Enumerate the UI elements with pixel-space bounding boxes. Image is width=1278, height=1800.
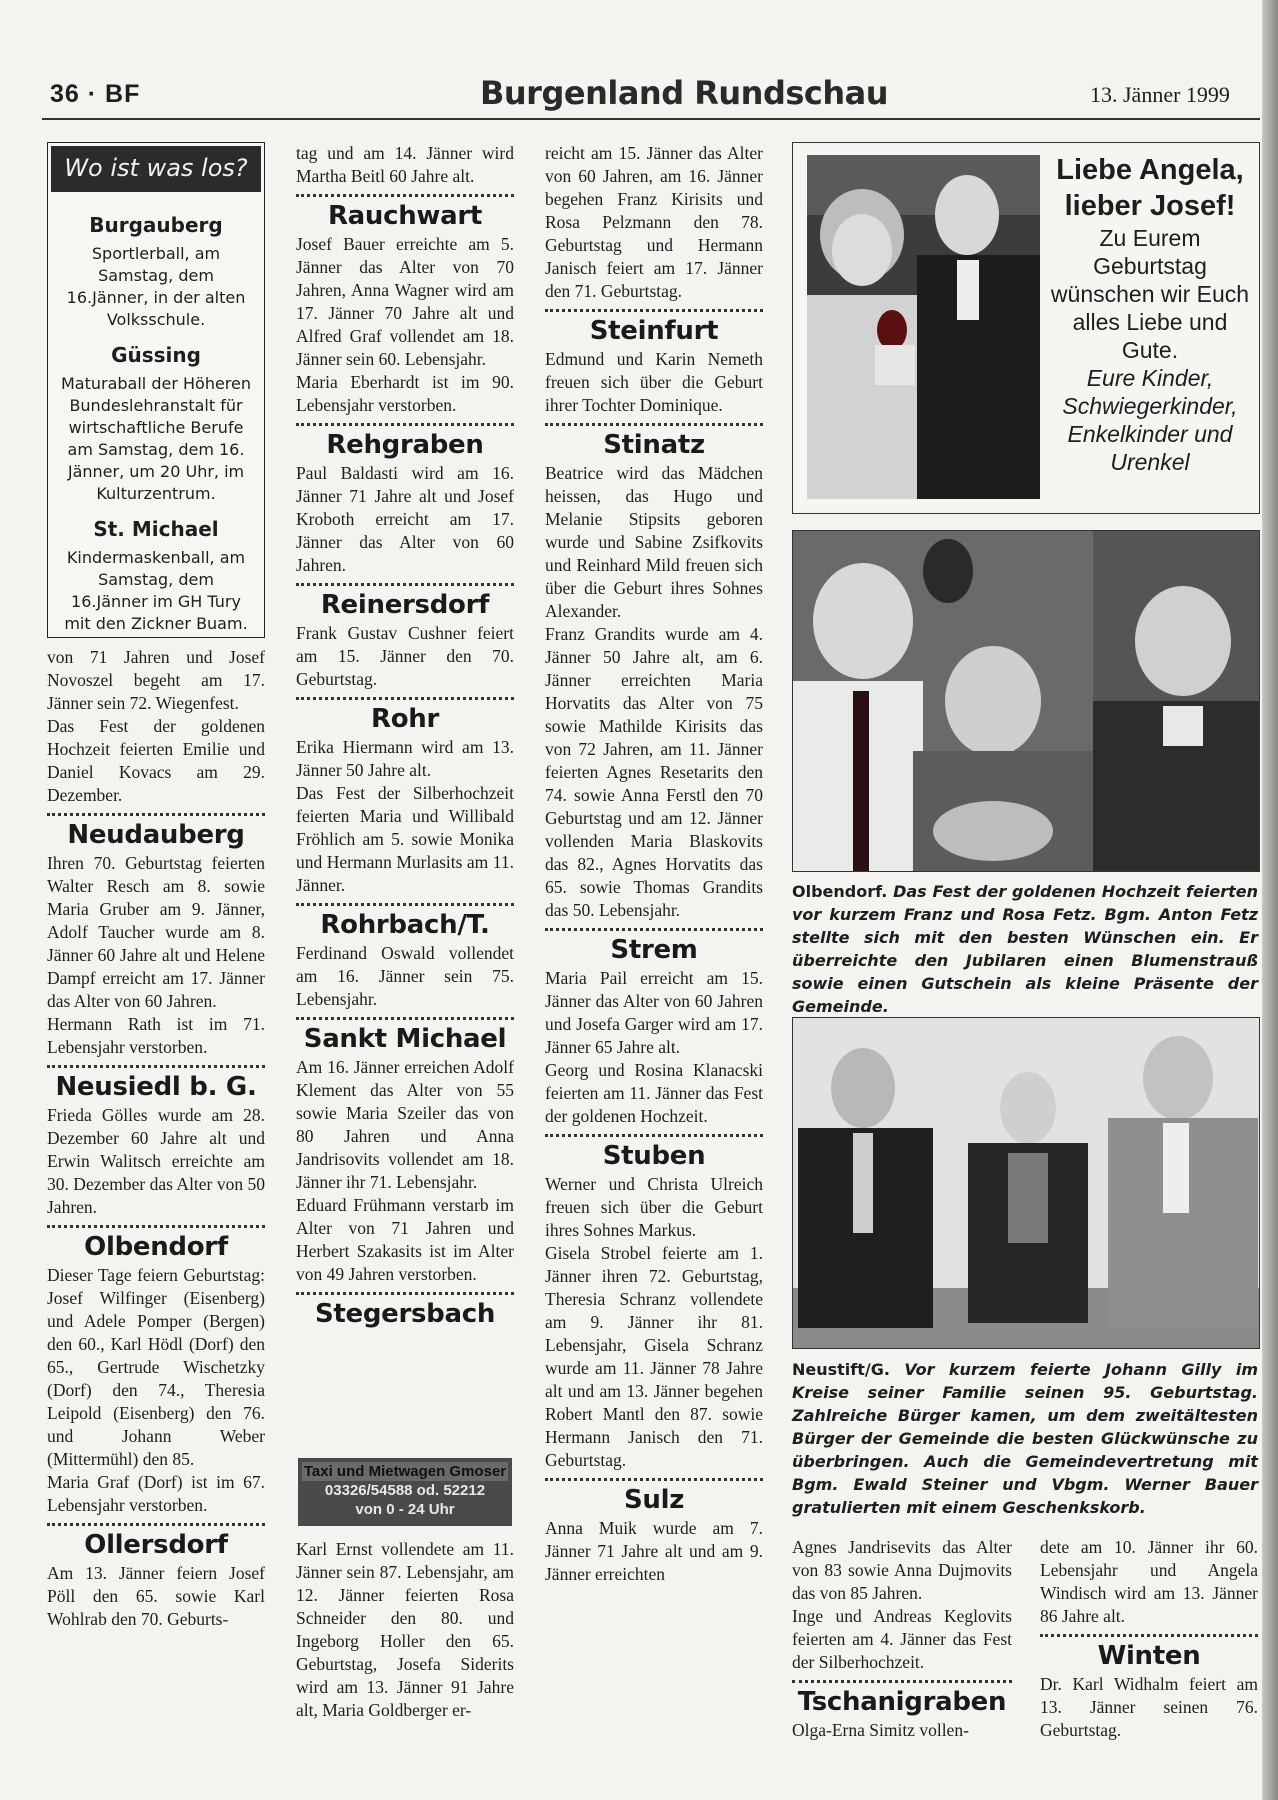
article-text: Frieda Gölles wurde am 28. Dezember 60 Jahre alt und Erwin Walitsch erreichte am 30. Dezember das Alter von 50 Jahren.: [47, 1105, 265, 1217]
article-text: Maria Pail erreicht am 15. Jänner das Alter von 60 Jahren und Josefa Garger wird am 17. Jänner 65 Jahre alt.: [545, 968, 763, 1057]
column-2-lower: [296, 1538, 514, 1722]
article-text: Gisela Strobel feierte am 1. Jänner ihren 72. Geburtstag, Theresia Schranz vollendete am 9. Jänner ihr 81. Lebensjahr, Gisela Schranz wurde am 11. Jänner 78 Jahre alt und am 13. Jänner begehen Robert Mantl den 87. sowie Hermann Janisch den 71. Geburtstag.: [545, 1243, 763, 1470]
caption-text: Vor kurzem feierte Johann Gilly im Kreise seiner Familie seinen 95. Geburtstag. Zahlreiche Bürger kamen, um dem zweitältesten Bürger der Gemeinde die besten Glückwünsche zu überbringen. Auch die Gemeindevertretung mit Bgm. Ewald Steiner und Vbgm. Werner Bauer gratulierten mit einem Geschenkskorb.: [792, 1360, 1258, 1517]
section-divider: [47, 1523, 265, 1526]
section-heading: Neusiedl b. G.: [55, 1072, 257, 1102]
article-text: Das Fest der goldenen Hochzeit feierten Emilie und Daniel Kovacs am 29. Dezember.: [47, 716, 265, 805]
section-heading: Ollersdorf: [84, 1530, 228, 1560]
photo-2-caption: [792, 880, 1258, 1018]
section-divider: [545, 928, 763, 931]
article-text: Maria Graf (Dorf) ist im 67. Lebensjahr verstorben.: [47, 1472, 265, 1515]
article-text: Agnes Jandrisevits das Alter von 83 sowie Anna Dujmovits das von 85 Jahren.: [792, 1537, 1012, 1603]
section-heading: Tschanigraben: [797, 1687, 1007, 1717]
section-heading: Stegersbach: [314, 1299, 496, 1329]
section-divider: [296, 1017, 514, 1020]
section-divider: [1040, 1634, 1258, 1637]
section-heading: Strem: [610, 935, 698, 965]
article-text: Edmund und Karin Nemeth freuen sich über die Geburt ihrer Tochter Dominique.: [545, 349, 763, 415]
article-text: dete am 10. Jänner ihr 60. Lebensjahr und Angela Windisch wird am 13. Jänner 86 Jahre alt.: [1040, 1537, 1258, 1626]
article-text: Werner und Christa Ulreich freuen sich über die Geburt ihres Sohnes Markus.: [545, 1174, 763, 1240]
article-text: Anna Muik wurde am 7. Jänner 71 Jahre alt und am 9. Jänner erreichten: [545, 1518, 763, 1584]
event-text: Maturaball der Höheren Bundeslehranstalt für wirtschaftliche Berufe am Samstag, dem 16. Jänner, um 20 Uhr, im Kulturzentrum.: [60, 374, 252, 503]
section-divider: [545, 423, 763, 426]
section-heading: Stinatz: [603, 430, 705, 460]
article-text: Erika Hiermann wird am 13. Jänner 50 Jahre alt.: [296, 737, 514, 780]
article-text: von 71 Jahren und Josef Novoszel begeht am 17. Jänner sein 72. Wiegenfest.: [47, 647, 265, 713]
article-text: Das Fest der Silberhochzeit feierten Maria und Willibald Fröhlich am 5. sowie Monika und Hermann Murlasits am 11. Jänner.: [296, 783, 514, 895]
article-text: Ferdinand Oswald vollendet am 16. Jänner sein 75. Lebensjahr.: [296, 943, 514, 1009]
caption-place: Olbendorf.: [792, 882, 888, 901]
article-text: Beatrice wird das Mädchen heissen, das Hugo und Melanie Stipsits geboren wurde und Sabine Zsifkovits und Reinhard Mild freuen sich über die Geburt ihres Sohnes Alexander.: [545, 463, 763, 621]
photo-golden-wedding: [792, 530, 1260, 872]
taxi-advertisement: [298, 1458, 512, 1526]
events-box-title: Wo ist was los?: [51, 146, 261, 192]
ad-phone: 03326/54588 od. 52212: [324, 1482, 486, 1499]
article-text: Olga-Erna Simitz vollen-: [792, 1720, 969, 1740]
article-text: Ihren 70. Geburtstag feierten Walter Resch am 8. sowie Maria Gruber am 9. Jänner, Adolf Taucher wurde am 8. Jänner 60 Jahre alt und Helene Dampf erreicht am 17. Jänner das Alter von 60 Jahren.: [47, 853, 265, 1011]
section-divider: [47, 1065, 265, 1068]
caption-place: Neustift/G.: [792, 1360, 890, 1379]
event-place: Burgauberg: [89, 213, 223, 237]
event-place: St. Michael: [93, 517, 219, 541]
section-heading: Neudauberg: [67, 820, 245, 850]
section-divider: [545, 1134, 763, 1137]
column-5: [1040, 1536, 1258, 1742]
article-text: Dr. Karl Widhalm feiert am 13. Jänner seinen 76. Geburtstag.: [1040, 1674, 1258, 1740]
greeting-line-2: lieber Josef!: [1064, 190, 1236, 222]
section-heading: Winten: [1097, 1641, 1201, 1671]
section-divider: [296, 697, 514, 700]
section-heading: Rehgraben: [326, 430, 484, 460]
header-rule: [42, 118, 1260, 120]
column-3: [545, 142, 763, 1586]
photo-elderly-couple: [807, 155, 1040, 499]
article-text: Maria Eberhardt ist im 90. Lebensjahr verstorben.: [296, 372, 514, 415]
photo-birthday-95: [792, 1017, 1260, 1349]
section-heading: Rauchwart: [327, 201, 483, 231]
section-divider: [47, 1225, 265, 1228]
page-binding-edge: [1262, 0, 1278, 1800]
section-divider: [296, 583, 514, 586]
greeting-signature: Eure Kinder, Schwiegerkinder, Enkelkinder und Urenkel: [1062, 365, 1238, 475]
column-1: [47, 646, 265, 1631]
section-heading: Steinfurt: [589, 316, 719, 346]
article-text: Am 13. Jänner feiern Josef Pöll den 65. sowie Karl Wohlrab den 70. Geburts-: [47, 1563, 265, 1629]
section-divider: [296, 194, 514, 197]
section-heading: Rohr: [370, 704, 439, 734]
article-text: Hermann Rath ist im 71. Lebensjahr verstorben.: [47, 1014, 265, 1057]
ad-hours: von 0 - 24 Uhr: [355, 1501, 455, 1518]
article-text: reicht am 15. Jänner das Alter von 60 Jahren, am 16. Jänner begehen Franz Kirisits und Rosa Pelzmann den 78. Geburtstag und Hermann Janisch feiert am 17. Jänner den 71. Geburtstag.: [545, 143, 763, 301]
section-divider: [545, 1478, 763, 1481]
page-number: 36 · BF: [50, 80, 141, 108]
greeting-wishes: Zu Eurem Geburtstag wünschen wir Euch alles Liebe und Gute.: [1050, 225, 1250, 363]
section-divider: [296, 1292, 514, 1295]
article-text: tag und am 14. Jänner wird Martha Beitl 60 Jahre alt.: [296, 143, 514, 186]
article-text: Karl Ernst vollendete am 11. Jänner sein 87. Lebensjahr, am 12. Jänner feierten Rosa Schneider den 80. und Ingeborg Holler den 65. Geburtstag, Josefa Siderits wird am 13. Jänner 91 Jahre alt, Maria Goldberger er-: [296, 1539, 514, 1720]
events-box: [47, 142, 265, 638]
section-heading: Stuben: [602, 1141, 706, 1171]
article-text: Eduard Frühmann verstarb im Alter von 71 Jahren und Herbert Szakasits ist im Alter von 49 Jahren verstorben.: [296, 1195, 514, 1284]
section-divider: [545, 309, 763, 312]
masthead: Burgenland Rundschau: [480, 74, 889, 112]
greeting-line-1: Liebe Angela,: [1056, 154, 1244, 186]
column-2: [296, 142, 514, 1331]
greeting-message: [1050, 152, 1250, 476]
section-divider: [296, 903, 514, 906]
section-divider: [792, 1680, 1012, 1683]
ad-title: Taxi und Mietwagen Gmoser: [303, 1463, 507, 1480]
section-heading: Sankt Michael: [303, 1024, 507, 1054]
column-4: [792, 1536, 1012, 1742]
article-text: Dieser Tage feiern Geburtstag: Josef Wilfinger (Eisenberg) und Adele Pomper (Bergen) den 60., Karl Hödl (Dorf) den 65., Gertrude Wischetzky (Dorf) den 74., Theresia Leipold (Eisenberg) den 76. und Johann Weber (Mittermühl) den 85.: [47, 1265, 265, 1469]
caption-text: Das Fest der goldenen Hochzeit feierten vor kurzem Franz und Rosa Fetz. Bgm. Anton Fetz stellte sich mit den besten Wünschen ein. Er überreichte den Jubilaren einen Blumenstrauß sowie einen Gutschein als kleine Präsente der Gemeinde.: [792, 882, 1258, 1016]
event-place: Güssing: [111, 343, 201, 367]
photo-3-caption: [792, 1358, 1258, 1519]
section-divider: [296, 423, 514, 426]
section-heading: Rohrbach/T.: [320, 910, 490, 940]
event-text: Sportlerball, am Samstag, dem 16.Jänner, in der alten Volksschule.: [66, 244, 246, 329]
article-text: Josef Bauer erreichte am 5. Jänner das Alter von 70 Jahren, Anna Wagner wird am 17. Jänner 70 Jahre alt und Alfred Graf vollendet am 18. Jänner sein 60. Lebensjahr.: [296, 234, 514, 369]
event-text: Kindermaskenball, am Samstag, dem 16.Jänner im GH Tury mit den Zickner Buam.: [64, 548, 248, 633]
article-text: Inge und Andreas Keglovits feierten am 4. Jänner das Fest der Silberhochzeit.: [792, 1606, 1012, 1672]
article-text: Frank Gustav Cushner feiert am 15. Jänner den 70. Geburtstag.: [296, 623, 514, 689]
section-heading: Reinersdorf: [320, 590, 490, 620]
article-text: Georg und Rosina Klanacski feierten am 11. Jänner das Fest der goldenen Hochzeit.: [545, 1060, 763, 1126]
article-text: Paul Baldasti wird am 16. Jänner 71 Jahre alt und Josef Kroboth erreicht am 17. Jänner das Alter von 60 Jahren.: [296, 463, 514, 575]
section-divider: [47, 813, 265, 816]
article-text: Franz Grandits wurde am 4. Jänner 50 Jahre alt, am 6. Jänner erreichten Maria Horvatits das Alter von 75 sowie Mathilde Kirisits das von 72 Jahren, am 11. Jänner feierten Agnes Resetarits den 74. sowie Anna Ferstl den 70 Geburtstag und am 12. Jänner vollenden Maria Blaskovits das 82., Agnes Horvatits das 65. sowie Thomas Grandits das 50. Lebensjahr.: [545, 624, 763, 920]
issue-date: 13. Jänner 1999: [1090, 82, 1230, 107]
section-heading: Sulz: [623, 1485, 685, 1515]
article-text: Am 16. Jänner erreichen Adolf Klement das Alter von 55 sowie Maria Szeiler das von 80 Jahren und Anna Jandrisovits vollendet am 18. Jänner ihr 71. Lebensjahr.: [296, 1057, 514, 1192]
section-heading: Olbendorf: [84, 1232, 228, 1262]
